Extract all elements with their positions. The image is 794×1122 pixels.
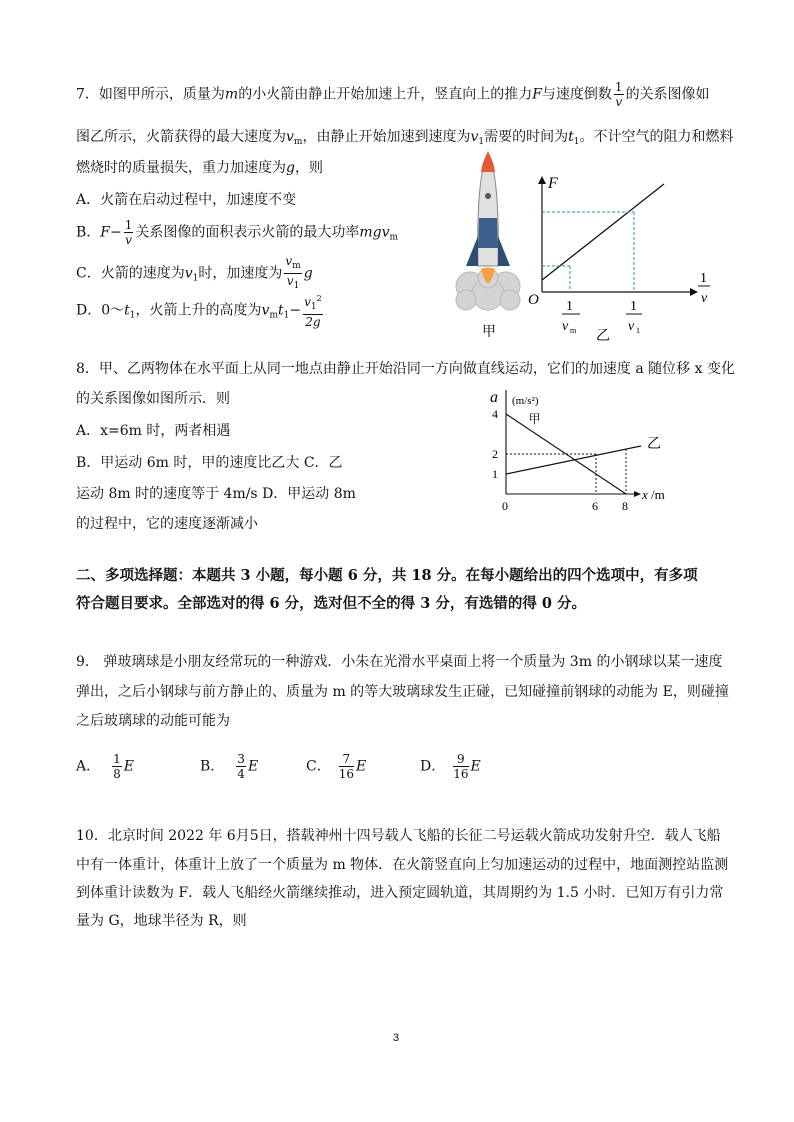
q9-line3: 之后玻璃球的动能可能为	[76, 713, 230, 729]
q9-option-c: C． $\frac{7}{16}$ E	[306, 752, 367, 781]
q7-line3: 燃烧时的质量损失，重力加速度为g，则	[76, 160, 323, 176]
tick-v1-num: 1	[630, 299, 637, 314]
figure-caption-jia: 甲	[482, 325, 496, 340]
section2-heading-line1: 二、多项选择题：本题共 3 小题，每小题 6 分，共 18 分。在每小题给出的四个选项中，有多项	[76, 567, 698, 584]
y-tick-4: 4	[492, 407, 498, 421]
q10-line3: 到体重计读数为 F．载人飞船经火箭继续推动，进入预定圆轨道，其周期约为 1.5 小时．已知万有引力常	[76, 885, 724, 901]
x-axis-label-num: 1	[700, 271, 707, 286]
q7-option-a: A．火箭在启动过程中，加速度不变	[76, 192, 297, 208]
series-label-jia: 甲	[528, 412, 541, 426]
q8-option-a: A．x=6m 时，两者相遇	[76, 423, 231, 439]
tick-vm-den: v	[562, 319, 569, 334]
q7-line2: 图乙所示，火箭获得的最大速度为$v_m$，由静止开始加速到速度为$v_1$需要的时间为$t_1$。不计空气的阻力和燃料	[76, 129, 734, 147]
q10-line1: 10．北京时间 2022 年 6月5日，搭载神州十四号载人飞船的长征二号运载火箭成功发射升空．载人飞船	[76, 828, 721, 844]
q7-option-d: D．$0\sim t_1$，火箭上升的高度为$v_mt_1-$ $\frac{v_1^2}{2g}$	[76, 294, 322, 329]
x-axis-label-den: v	[701, 291, 708, 306]
y-tick-2: 2	[492, 447, 498, 461]
q10-line4: 量为 G，地球半径为 R，则	[76, 913, 247, 929]
x-tick-0: 0	[502, 499, 508, 513]
y-axis-arrow	[538, 176, 546, 184]
x-tick-8: 8	[622, 499, 628, 513]
rocket-window	[485, 193, 491, 199]
x-tick-6: 6	[592, 499, 598, 513]
q8-option-d: 的过程中，它的速度逐渐减小	[76, 516, 258, 532]
series-line-yi	[506, 446, 641, 474]
rocket-fin-right	[498, 236, 510, 266]
rocket-stripe	[478, 218, 498, 248]
x-axis-label: x /m	[642, 487, 665, 502]
graph-f-inverse-v	[522, 172, 722, 342]
a-axis-label: a	[490, 389, 498, 406]
origin-label: O	[528, 292, 539, 308]
q7-inverse-v-fraction: $\frac{1}{v}$	[614, 80, 623, 109]
q10-line2: 中有一体重计，体重计上放了一个质量为 m 物体．在火箭竖直向上匀加速运动的过程中，地面测控站监测	[76, 857, 729, 873]
q9-line1: 9． 弹玻璃球是小朋友经常玩的一种游戏．小朱在光滑水平桌面上将一个质量为 3m 的小钢球以某一速度	[76, 654, 723, 670]
q8-option-c: 运动 8m 时的速度等于 4m/s D．甲运动 8m	[76, 486, 356, 502]
graph-a-vs-x	[470, 384, 700, 520]
rocket-fin-left	[466, 236, 478, 266]
page-number: 3	[393, 1032, 400, 1044]
q8-line1: 8．甲、乙两物体在水平面上从同一地点由静止开始沿同一方向做直线运动，它们的加速度 a 随位移 x 变化	[76, 361, 735, 377]
y-tick-1: 1	[492, 467, 498, 481]
q9-option-d: D． $\frac{9}{16}$ E	[420, 752, 481, 781]
tick-vm-den-sub: m	[570, 326, 577, 335]
x-axis-arrow	[634, 491, 641, 497]
y-axis-label: F	[548, 175, 558, 192]
q8-line2: 的关系图像如图所示．则	[76, 391, 230, 407]
section2-heading-line2: 符合题目要求。全部选对的得 6 分，选对但不全的得 3 分，有选错的得 0 分。	[76, 595, 587, 612]
figure-caption-yi: 乙	[596, 329, 610, 342]
rocket-nose	[481, 152, 495, 172]
a-axis-unit: (m/s²)	[512, 395, 539, 407]
q7-line1: 7．如图甲所示，质量为m的小火箭由静止开始加速上升，竖直向上的推力F与速度倒数 $\frac{1}{v}$ 的关系图像如	[76, 80, 710, 109]
q9-line2: 弹出，之后小钢球与前方静止的、质量为 m 的等大玻璃球发生正碰，已知碰撞前钢球的动能为 E，则碰撞	[76, 684, 729, 700]
q9-option-b: B． $\frac{3}{4}$ E	[200, 752, 259, 781]
q9-option-a: A． $\frac{1}{8}$ E	[76, 752, 134, 781]
q7-option-b: B．F− $\frac{1}{v}$ 关系图像的面积表示火箭的最大功率mgv$_m$	[76, 218, 399, 247]
tick-vm-num: 1	[566, 299, 573, 314]
series-label-yi: 乙	[647, 437, 661, 452]
q8-option-b: B．甲运动 6m 时，甲的速度比乙大 C．乙	[76, 455, 343, 471]
rocket-illustration	[448, 148, 528, 348]
f-line	[542, 184, 664, 280]
tick-v1-den: v	[628, 319, 635, 334]
tick-v1-den-sub: 1	[636, 326, 640, 335]
x-axis-arrow	[690, 288, 698, 296]
q7-option-c: C．火箭的速度为$v_1$时，加速度为 $\frac{v_m}{v_1}$ g	[76, 254, 313, 291]
